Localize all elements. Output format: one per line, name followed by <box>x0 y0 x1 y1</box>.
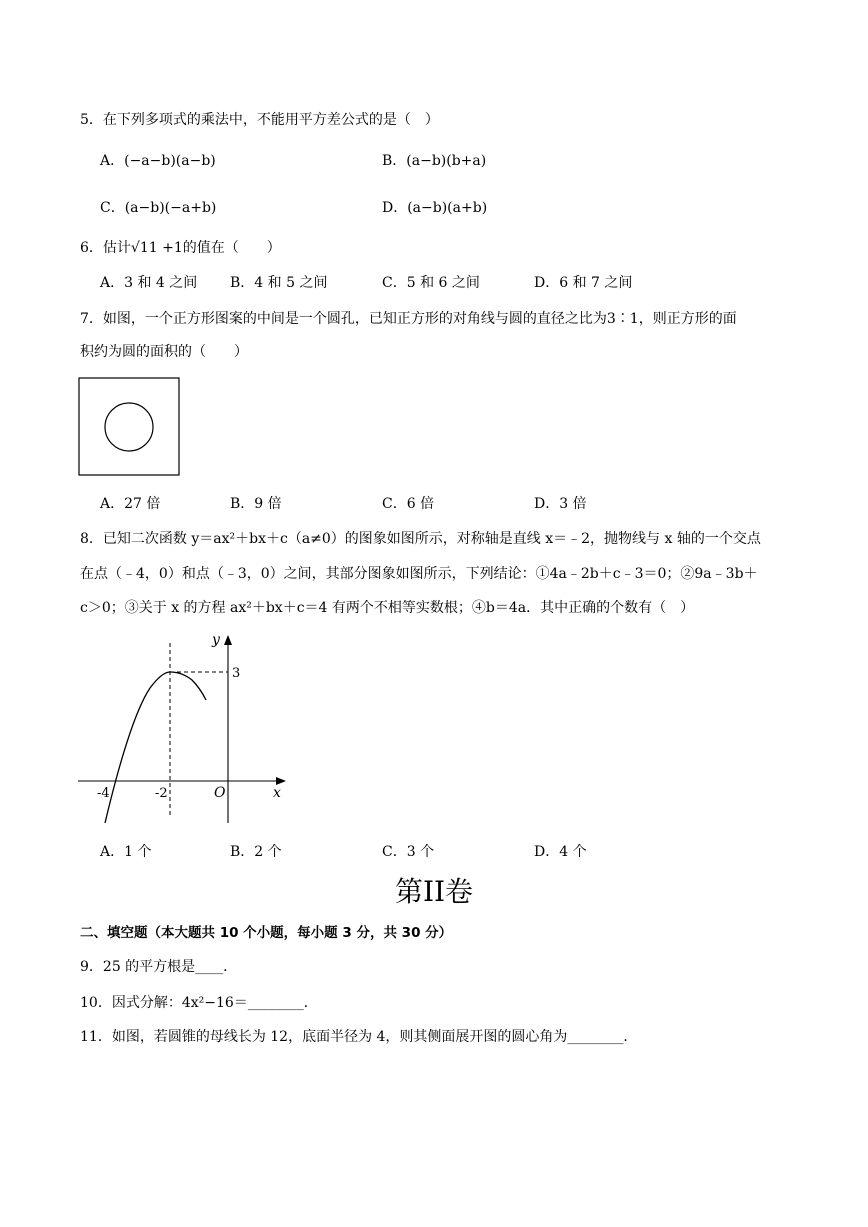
q5-option-d: D．(a−b)(a+b) <box>382 200 488 216</box>
q10-stem: 10．因式分解：4x²−16＝________． <box>80 995 318 1011</box>
q7-option-b: B．9 倍 <box>230 496 282 512</box>
origin-label: O <box>214 785 226 801</box>
circle-hole <box>105 403 153 451</box>
q7-stem-line-1: 7．如图，一个正方形图案的中间是一个圆孔，已知正方形的对角线与圆的直径之比为3∶1，则正方形的面 <box>80 311 737 327</box>
q8-option-d: D．4 个 <box>534 844 587 860</box>
q5-option-c: C．(a−b)(−a+b) <box>100 200 217 216</box>
y-axis-arrow <box>224 635 232 645</box>
q6-option-a: A．3 和 4 之间 <box>100 275 198 291</box>
y-label: y <box>212 632 220 648</box>
q7-square-figure <box>78 377 182 477</box>
q8-stem-line-1: 8．已知二次函数 y＝ax²＋bx＋c（a≠0）的图象如图所示，对称轴是直线 x＝﹣2，抛物线与 x 轴的一个交点 <box>80 531 761 547</box>
square-outline <box>79 378 179 475</box>
q9-stem: 9．25 的平方根是____． <box>80 959 238 975</box>
q8-parabola-graph <box>70 628 300 828</box>
q7-option-d: D．3 倍 <box>534 496 587 512</box>
q6-option-d: D．6 和 7 之间 <box>534 275 633 291</box>
x-axis-arrow <box>276 777 286 785</box>
q8-option-a: A．1 个 <box>100 844 152 860</box>
q5-option-b: B．(a−b)(b+a) <box>382 153 487 169</box>
q8-stem-line-2: 在点（﹣4，0）和点（﹣3，0）之间，其部分图象如图所示，下列结论：①4a﹣2b＋c﹣3＝0；②9a﹣3b＋ <box>80 566 758 582</box>
q5-option-a: A．(−a−b)(a−b) <box>100 153 216 169</box>
q8-option-c: C．3 个 <box>382 844 435 860</box>
q6-option-c: C．5 和 6 之间 <box>382 275 480 291</box>
q7-option-c: C．6 倍 <box>382 496 435 512</box>
q11-stem: 11．如图，若圆锥的母线长为 12，底面半径为 4，则其侧面展开图的圆心角为________． <box>80 1029 638 1045</box>
q6-option-b: B．4 和 5 之间 <box>230 275 328 291</box>
section-heading: 二、填空题（本大题共 10 个小题，每小题 3 分，共 30 分） <box>80 925 453 941</box>
x-label: x <box>273 785 281 801</box>
q7-option-a: A．27 倍 <box>100 496 161 512</box>
q5-stem: 5．在下列多项式的乘法中，不能用平方差公式的是（ ） <box>80 112 439 128</box>
section-title: 第II卷 <box>394 875 474 908</box>
q8-option-b: B．2 个 <box>230 844 282 860</box>
q8-stem-line-3: c＞0；③关于 x 的方程 ax²＋bx＋c＝4 有两个不相等实数根；④b＝4a．其中正确的个数有（ ） <box>80 600 695 616</box>
tick-label-3: 3 <box>232 666 241 681</box>
tick-label-neg4: -4 <box>97 786 110 801</box>
tick-label-neg2: -2 <box>155 786 168 801</box>
q6-stem: 6．估计√11 +1的值在（ ） <box>80 240 281 256</box>
q7-stem-line-2: 积约为圆的面积的（ ） <box>80 344 248 360</box>
